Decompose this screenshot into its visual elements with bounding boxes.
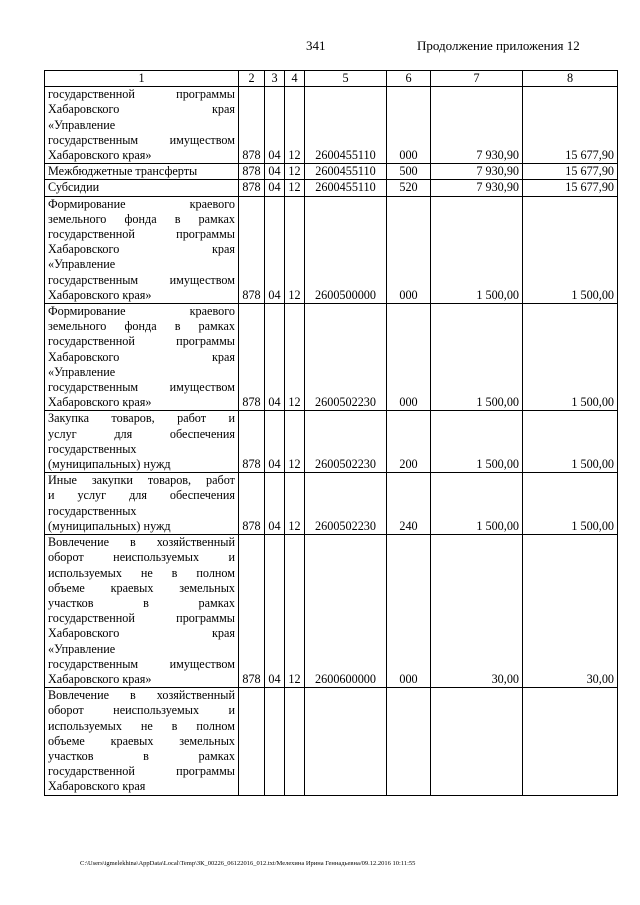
- description-line: оборот неиспользуемых и: [48, 550, 235, 565]
- description-line: Формирование краевого: [48, 304, 235, 319]
- column-header: 2: [239, 71, 265, 87]
- amount-year-2: 30,00: [523, 535, 618, 688]
- target-article-code: 2600455110: [305, 164, 387, 180]
- row-description: [45, 180, 239, 196]
- amount-year-1: 1 500,00: [431, 196, 523, 303]
- description-line: оборот неиспользуемых и: [48, 703, 235, 718]
- section-code: 04: [265, 473, 285, 535]
- description-line: объеме краевых земельных: [48, 580, 235, 595]
- section-code: 04: [265, 196, 285, 303]
- section-code: 04: [265, 304, 285, 411]
- description-line: государственной программы: [48, 611, 235, 626]
- budget-table: [44, 70, 618, 796]
- section-code: 04: [265, 411, 285, 473]
- description-line: «Управление: [48, 364, 116, 379]
- amount-year-1: [431, 688, 523, 795]
- table-row: [45, 688, 618, 795]
- target-article-code: 2600502230: [305, 411, 387, 473]
- column-header: 3: [265, 71, 285, 87]
- file-path-footer: C:\Users\igmelekhina\AppData\Local\Temp\ЗК_00226_06122016_012.txt/Мелехина Ирина Геннадьевна/09.12.2016 10:11:55: [80, 860, 416, 867]
- subsection-code: 12: [285, 164, 305, 180]
- description-line: государственной программы: [48, 87, 235, 102]
- amount-year-1: 7 930,90: [431, 87, 523, 164]
- subsection-code: 12: [285, 411, 305, 473]
- ministry-code: [239, 688, 265, 795]
- description-line: Хабаровского края»: [48, 287, 152, 302]
- description-line: Хабаровского края: [48, 349, 235, 364]
- amount-year-2: 1 500,00: [523, 473, 618, 535]
- row-description: [45, 473, 239, 535]
- description-line: государственных: [48, 503, 137, 518]
- description-line: Субсидии: [48, 180, 100, 195]
- section-code: 04: [265, 535, 285, 688]
- expense-type-code: 200: [387, 411, 431, 473]
- column-header: 6: [387, 71, 431, 87]
- amount-year-1: 1 500,00: [431, 411, 523, 473]
- target-article-code: 2600600000: [305, 535, 387, 688]
- target-article-code: 2600500000: [305, 196, 387, 303]
- amount-year-2: 1 500,00: [523, 196, 618, 303]
- amount-year-2: 1 500,00: [523, 304, 618, 411]
- expense-type-code: 000: [387, 535, 431, 688]
- amount-year-1: 7 930,90: [431, 180, 523, 196]
- description-line: Вовлечение в хозяйственный: [48, 688, 235, 703]
- table-row: [45, 304, 618, 411]
- amount-year-2: [523, 688, 618, 795]
- table-row: [45, 535, 618, 688]
- subsection-code: 12: [285, 87, 305, 164]
- expense-type-code: 000: [387, 87, 431, 164]
- row-description: [45, 164, 239, 180]
- description-line: государственной программы: [48, 334, 235, 349]
- ministry-code: 878: [239, 304, 265, 411]
- ministry-code: 878: [239, 87, 265, 164]
- ministry-code: 878: [239, 411, 265, 473]
- amount-year-1: 30,00: [431, 535, 523, 688]
- description-line: используемых не в полном: [48, 718, 235, 733]
- description-line: участков в рамках: [48, 748, 235, 763]
- ministry-code: 878: [239, 473, 265, 535]
- subsection-code: [285, 688, 305, 795]
- expense-type-code: 500: [387, 164, 431, 180]
- description-line: Хабаровского края»: [48, 671, 152, 686]
- amount-year-1: 1 500,00: [431, 304, 523, 411]
- expense-type-code: 000: [387, 304, 431, 411]
- description-line: Хабаровского края»: [48, 395, 152, 410]
- table-header-row: [45, 71, 618, 87]
- row-description: [45, 87, 239, 164]
- description-line: государственной программы: [48, 227, 235, 242]
- description-line: и услуг для обеспечения: [48, 488, 235, 503]
- table-row: [45, 411, 618, 473]
- expense-type-code: [387, 688, 431, 795]
- description-line: Формирование краевого: [48, 196, 235, 211]
- description-line: Хабаровского края»: [48, 148, 152, 163]
- description-line: Хабаровского края: [48, 779, 146, 794]
- appendix-continuation-title: Продолжение приложения 12: [417, 38, 580, 53]
- column-header: 4: [285, 71, 305, 87]
- description-line: объеме краевых земельных: [48, 733, 235, 748]
- column-header: 1: [45, 71, 239, 87]
- page-number: 341: [306, 38, 326, 53]
- table-row: [45, 164, 618, 180]
- table-row: [45, 196, 618, 303]
- section-code: 04: [265, 87, 285, 164]
- amount-year-2: 15 677,90: [523, 180, 618, 196]
- row-description: [45, 196, 239, 303]
- ministry-code: 878: [239, 180, 265, 196]
- row-description: [45, 411, 239, 473]
- description-line: государственным имуществом: [48, 656, 235, 671]
- description-line: (муниципальных) нужд: [48, 457, 171, 472]
- amount-year-2: 15 677,90: [523, 164, 618, 180]
- ministry-code: 878: [239, 196, 265, 303]
- description-line: «Управление: [48, 641, 116, 656]
- expense-type-code: 000: [387, 196, 431, 303]
- subsection-code: 12: [285, 304, 305, 411]
- section-code: 04: [265, 180, 285, 196]
- target-article-code: 2600455110: [305, 180, 387, 196]
- table-row: [45, 473, 618, 535]
- description-line: земельного фонда в рамках: [48, 319, 235, 334]
- amount-year-2: 1 500,00: [523, 411, 618, 473]
- description-line: (муниципальных) нужд: [48, 518, 171, 533]
- description-line: Хабаровского края: [48, 102, 235, 117]
- amount-year-1: 7 930,90: [431, 164, 523, 180]
- description-line: Межбюджетные трансферты: [48, 164, 198, 179]
- description-line: государственным имуществом: [48, 132, 235, 147]
- description-line: Хабаровского края: [48, 626, 235, 641]
- description-line: государственных: [48, 441, 137, 456]
- subsection-code: 12: [285, 473, 305, 535]
- section-code: 04: [265, 164, 285, 180]
- description-line: участков в рамках: [48, 595, 235, 610]
- description-line: Вовлечение в хозяйственный: [48, 535, 235, 550]
- expense-type-code: 240: [387, 473, 431, 535]
- budget-table-body: [45, 71, 618, 796]
- ministry-code: 878: [239, 164, 265, 180]
- target-article-code: [305, 688, 387, 795]
- description-line: Иные закупки товаров, работ: [48, 473, 235, 488]
- amount-year-2: 15 677,90: [523, 87, 618, 164]
- subsection-code: 12: [285, 180, 305, 196]
- column-header: 5: [305, 71, 387, 87]
- target-article-code: 2600502230: [305, 304, 387, 411]
- amount-year-1: 1 500,00: [431, 473, 523, 535]
- section-code: [265, 688, 285, 795]
- row-description: [45, 535, 239, 688]
- table-row: [45, 87, 618, 164]
- description-line: государственным имуществом: [48, 380, 235, 395]
- description-line: «Управление: [48, 117, 116, 132]
- ministry-code: 878: [239, 535, 265, 688]
- description-line: Хабаровского края: [48, 242, 235, 257]
- subsection-code: 12: [285, 196, 305, 303]
- target-article-code: 2600502230: [305, 473, 387, 535]
- description-line: государственным имуществом: [48, 272, 235, 287]
- target-article-code: 2600455110: [305, 87, 387, 164]
- description-line: земельного фонда в рамках: [48, 211, 235, 226]
- description-line: Закупка товаров, работ и: [48, 411, 235, 426]
- description-line: используемых не в полном: [48, 565, 235, 580]
- column-header: 8: [523, 71, 618, 87]
- description-line: «Управление: [48, 257, 116, 272]
- table-row: [45, 180, 618, 196]
- column-header: 7: [431, 71, 523, 87]
- description-line: государственной программы: [48, 764, 235, 779]
- expense-type-code: 520: [387, 180, 431, 196]
- row-description: [45, 688, 239, 795]
- description-line: услуг для обеспечения: [48, 426, 235, 441]
- subsection-code: 12: [285, 535, 305, 688]
- row-description: [45, 304, 239, 411]
